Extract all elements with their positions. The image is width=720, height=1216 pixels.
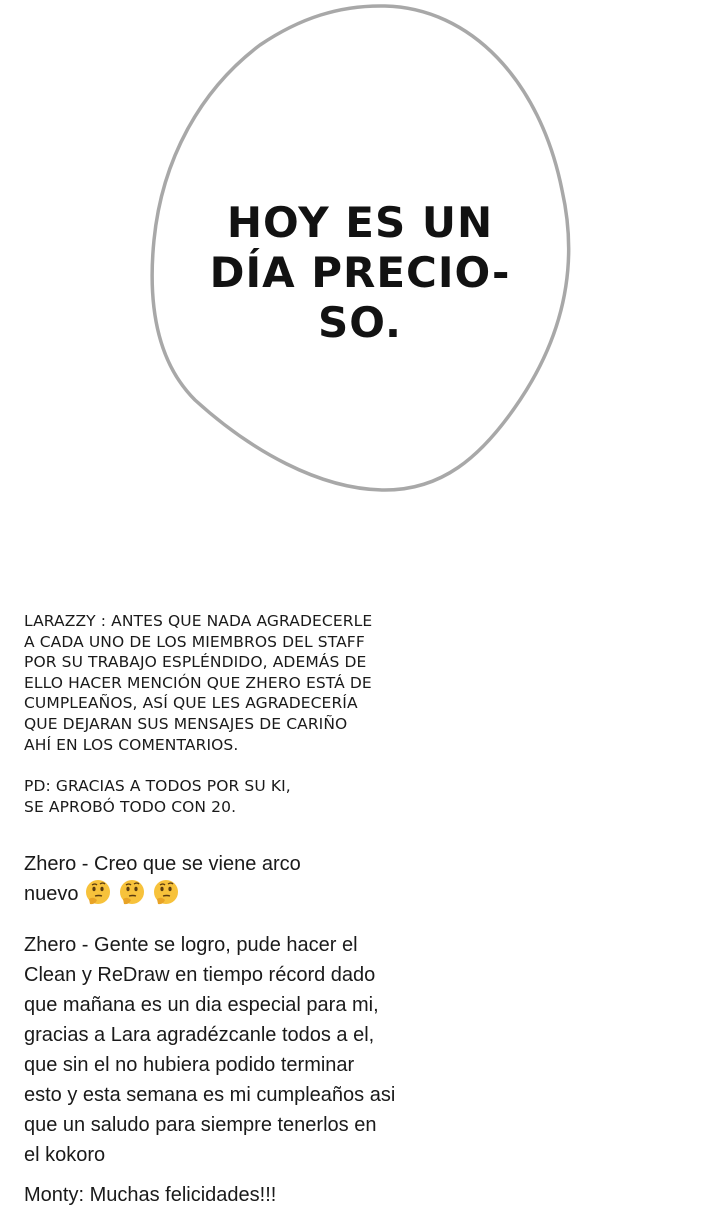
comment-line: el kokoro bbox=[24, 1144, 106, 1166]
note-line: A CADA UNO DE LOS MIEMBROS DEL STAFF bbox=[24, 632, 365, 651]
speech-bubble bbox=[140, 0, 580, 500]
comment-line: Monty: Muchas felicidades!!! bbox=[24, 1184, 277, 1206]
comment-line: esto y esta semana es mi cumpleaños asi bbox=[24, 1084, 396, 1106]
note-ps-line: PD: GRACIAS A TODOS POR SU KI, bbox=[24, 777, 291, 795]
note-ps-line: SE APROBÓ TODO CON 20. bbox=[24, 797, 237, 816]
bubble-line-1: HOY ES UN bbox=[226, 198, 494, 247]
note-line: AHÍ EN LOS COMENTARIOS. bbox=[24, 735, 239, 754]
comment-text: nuevo bbox=[24, 883, 79, 905]
comment-line: gracias a Lara agradézcanle todos a el, bbox=[24, 1024, 375, 1046]
comment-line: que sin el no hubiera podido terminar bbox=[24, 1054, 355, 1076]
comment-monty bbox=[24, 1180, 276, 1210]
note-line: QUE DEJARAN SUS MENSAJES DE CARIÑO bbox=[24, 714, 348, 733]
comment-line: Zhero - Creo que se viene arco bbox=[24, 853, 301, 875]
thinking-face-icon bbox=[151, 879, 181, 907]
thinking-face-icon bbox=[117, 879, 147, 907]
bubble-line-3: SO. bbox=[318, 298, 402, 347]
comment-zhero-2 bbox=[24, 930, 395, 1170]
note-line: CUMPLEAÑOS, ASÍ QUE LES AGRADECERÍA bbox=[24, 694, 358, 713]
comment-zhero-1 bbox=[24, 849, 301, 909]
translator-postscript bbox=[24, 776, 291, 817]
comment-line-with-emoji bbox=[24, 879, 301, 909]
note-line: ELLO HACER MENCIÓN QUE ZHERO ESTÁ DE bbox=[24, 673, 372, 692]
comment-line: que un saludo para siempre tenerlos en bbox=[24, 1114, 377, 1136]
translator-note bbox=[24, 611, 372, 755]
note-line: LARAZZY : ANTES QUE NADA AGRADECERLE bbox=[24, 612, 373, 630]
bubble-text bbox=[140, 198, 580, 348]
bubble-line-2: DÍA PRECIO- bbox=[209, 248, 511, 297]
comment-line: Zhero - Gente se logro, pude hacer el bbox=[24, 934, 358, 956]
thinking-face-icon bbox=[83, 879, 113, 907]
comment-line: Clean y ReDraw en tiempo récord dado bbox=[24, 964, 376, 986]
comment-line: que mañana es un dia especial para mi, bbox=[24, 994, 379, 1016]
note-line: POR SU TRABAJO ESPLÉNDIDO, ADEMÁS DE bbox=[24, 653, 367, 672]
